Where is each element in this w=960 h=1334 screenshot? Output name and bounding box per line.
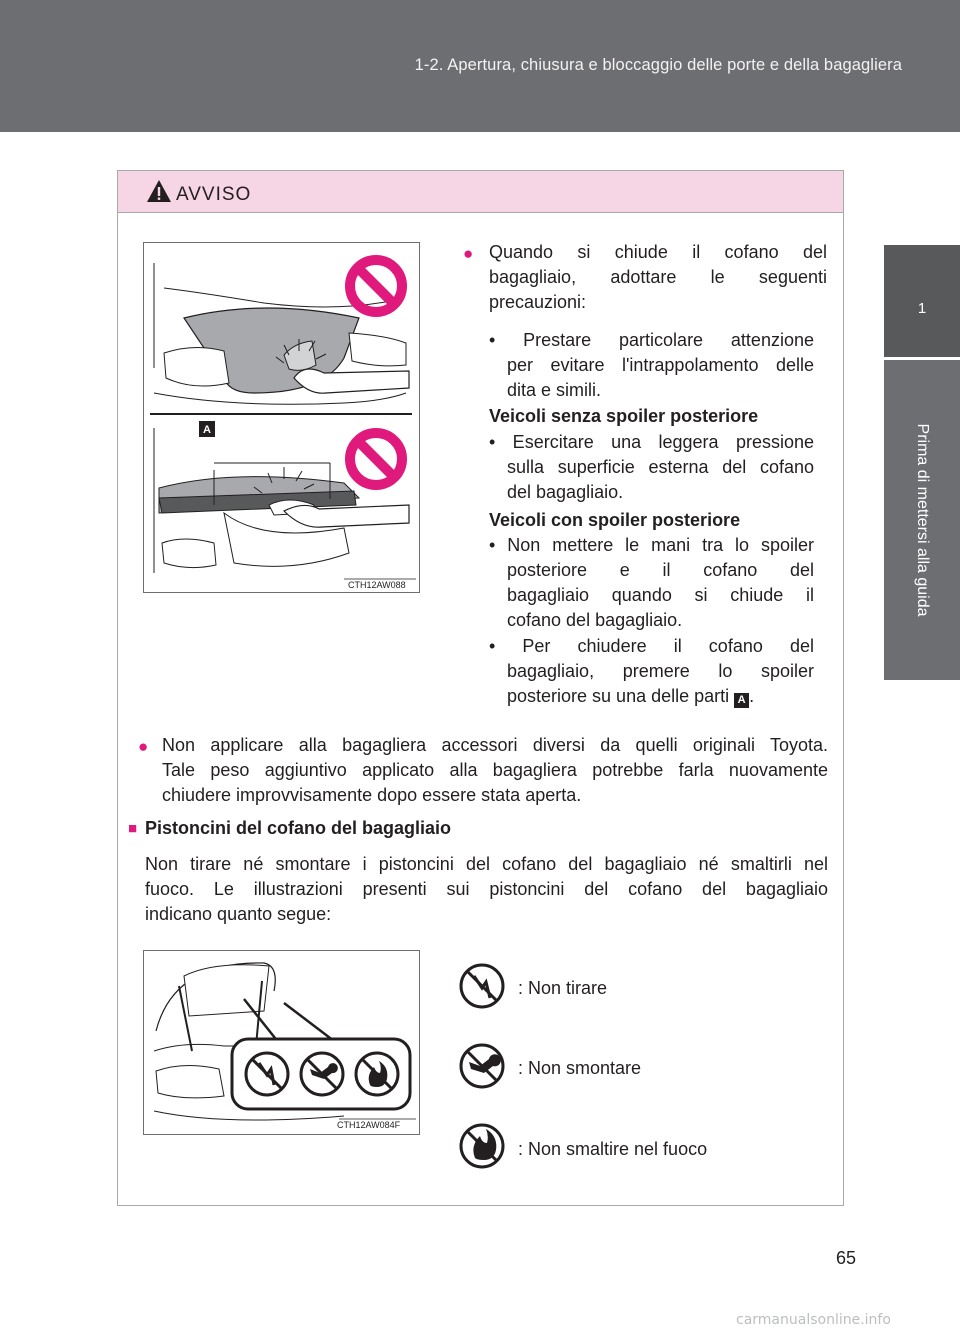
spoiler-part-marker: A	[203, 424, 211, 436]
text-line: Non applicare alla bagagliera accessori diversi da quelli originali Toyota.	[162, 735, 828, 755]
chapter-number: 1	[917, 300, 927, 317]
text-line: posteriore e il cofano del	[507, 560, 814, 580]
text-line: Non tirare né smontare i pistoncini del cofano del bagagliaio né smaltirli nel	[145, 854, 828, 874]
trunk-closing-illustration	[143, 242, 420, 593]
section-title: Pistoncini del cofano del bagagliaio	[145, 818, 452, 838]
legend-label: : Non smaltire nel fuoco	[518, 1139, 708, 1159]
warning-header	[118, 171, 843, 213]
warning-title: AVVISO	[176, 184, 252, 205]
text-line: • Per chiudere il cofano del	[489, 636, 814, 656]
trunk-closing-drawing	[144, 243, 419, 592]
header-band	[0, 0, 960, 132]
text-line: del bagagliaio.	[507, 482, 624, 502]
text-span: .	[749, 686, 755, 706]
strut-labels-illustration	[143, 950, 420, 1135]
no-disassemble-icon	[301, 1053, 343, 1095]
text-line: Tale peso aggiuntivo applicato alla bagagliera potrebbe farla nuovamente	[162, 760, 828, 780]
illustration-code: CTH12AW088	[348, 580, 406, 590]
text-line: bagagliaio quando si chiude il	[507, 585, 814, 605]
legend-label: : Non smontare	[518, 1058, 642, 1078]
chapter-tab-number	[884, 245, 960, 357]
text-span: posteriore su una delle parti	[507, 686, 730, 706]
legend-label: : Non tirare	[518, 978, 608, 998]
no-fire-icon	[356, 1053, 398, 1095]
text-line: indicano quanto segue:	[145, 904, 332, 924]
text-line: bagagliaio, premere lo spoiler	[507, 661, 814, 681]
text-line: dita e simili.	[507, 380, 602, 400]
text-line: per evitare l'intrappolamento delle	[507, 355, 814, 375]
text-line: cofano del bagagliaio.	[507, 610, 683, 630]
section-square-icon: ■	[128, 820, 138, 837]
warning-triangle-icon	[146, 179, 172, 203]
chapter-tab-label	[884, 360, 960, 680]
header-title: 1-2. Apertura, chiusura e bloccaggio delle porte e della bagagliera	[414, 56, 902, 74]
spoiler-part-marker: A	[734, 693, 749, 708]
chapter-label: Prima di mettersi alla guida	[914, 423, 931, 617]
text-line: chiudere improvvisamente dopo essere stata aperta.	[162, 785, 582, 805]
text-line: • Prestare particolare attenzione	[489, 330, 814, 350]
subheading: Veicoli con spoiler posteriore	[489, 510, 741, 530]
no-disassemble-icon	[458, 1042, 506, 1090]
text-line: • Non mettere le mani tra lo spoiler	[489, 535, 814, 555]
subheading: Veicoli senza spoiler posteriore	[489, 406, 759, 426]
prohibition-icon	[350, 433, 402, 485]
page-number: 65	[836, 1248, 857, 1268]
no-fire-icon	[458, 1122, 506, 1170]
text-line: precauzioni:	[489, 292, 587, 312]
text-line	[507, 684, 754, 709]
illustration-code: CTH12AW084F	[337, 1120, 401, 1130]
no-pull-icon	[246, 1053, 288, 1095]
prohibition-icon	[350, 260, 402, 312]
text-line: bagagliaio, adottare le seguenti	[489, 267, 827, 287]
bullet-dot-icon: ●	[138, 737, 149, 756]
bullet-dot-icon: ●	[463, 244, 474, 263]
no-pull-icon	[458, 962, 506, 1010]
text-line: sulla superficie esterna del cofano	[507, 457, 814, 477]
watermark: carmanualsonline.info	[736, 1312, 891, 1328]
text-line: Quando si chiude il cofano del	[489, 242, 827, 262]
strut-labels-drawing	[144, 951, 419, 1134]
text-line: fuoco. Le illustrazioni presenti sui pistoncini del cofano del bagagliaio	[145, 879, 828, 899]
text-line: • Esercitare una leggera pressione	[489, 432, 814, 452]
